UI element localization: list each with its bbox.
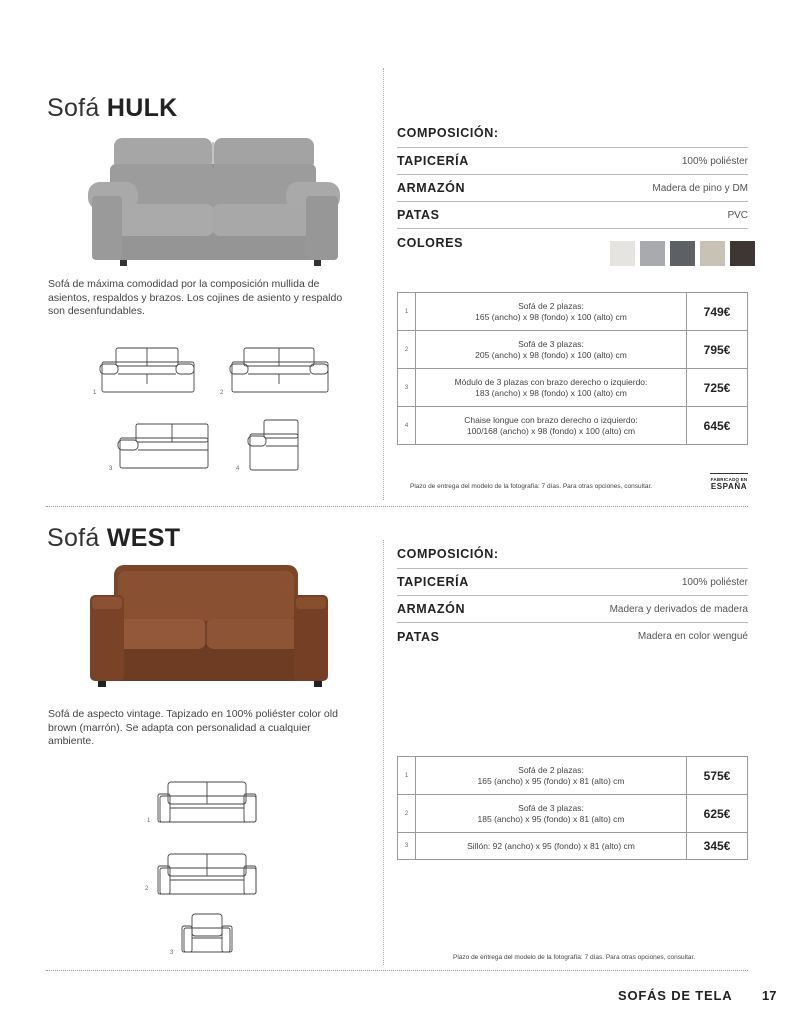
price-value: 725€ <box>703 380 731 395</box>
price-row-description <box>416 757 687 794</box>
composition-value: Madera de pino y DM <box>652 182 748 194</box>
price-row-number: 4 <box>398 407 416 444</box>
composition-key: PATAS <box>397 208 440 222</box>
west-title-bold: WEST <box>106 524 181 552</box>
west-diagram-number: 1 <box>147 818 151 824</box>
composition-key: TAPICERÍA <box>397 575 469 589</box>
price-row-description <box>416 369 687 406</box>
composition-key: COLORES <box>397 235 464 250</box>
price-desc-line: 183 (ancho) x 98 (fondo) x 100 (alto) cm <box>475 387 627 398</box>
price-desc-line: 165 (ancho) x 95 (fondo) x 81 (alto) cm <box>477 775 625 786</box>
west-composition-row <box>397 569 748 596</box>
west-title <box>47 524 180 553</box>
west-sofa-photo <box>88 563 328 687</box>
composition-key: TAPICERÍA <box>397 154 469 168</box>
price-row <box>398 331 747 369</box>
hulk-diagram-number: 1 <box>93 390 97 396</box>
price-value: 795€ <box>703 342 731 357</box>
hulk-composition-row <box>397 148 748 175</box>
hulk-description: Sofá de máxima comodidad por la composición mullida de asientos, respaldos y brazos. Los cojines de asiento y respaldo son desenfundables. <box>48 278 343 317</box>
composition-value: 100% poliéster <box>681 155 748 167</box>
hulk-composition <box>397 124 748 256</box>
hulk-diagrams <box>96 340 396 480</box>
color-swatch[interactable] <box>640 241 665 266</box>
hulk-diagram-number: 3 <box>109 466 113 472</box>
price-value: 345€ <box>703 839 731 853</box>
column-divider-bottom <box>383 540 384 965</box>
hulk-diagram-number: 2 <box>220 390 224 396</box>
composition-key: ARMAZÓN <box>397 181 466 195</box>
price-row <box>398 833 747 859</box>
price-row-description <box>416 833 687 859</box>
section-divider <box>46 506 748 507</box>
price-desc-line: Módulo de 3 plazas con brazo derecho o izquierdo: <box>454 376 648 387</box>
color-swatch[interactable] <box>610 241 635 266</box>
west-composition-heading: COMPOSICIÓN: <box>397 545 748 569</box>
west-diagram-number: 2 <box>145 886 149 892</box>
price-row-number: 3 <box>398 369 416 406</box>
footer-divider <box>46 970 748 971</box>
hulk-delivery-note: Plazo de entrega del modelo de la fotografía: 7 días. Para otras opciones, consultar. <box>410 483 653 490</box>
price-desc-line: Sillón: 92 (ancho) x 95 (fondo) x 81 (alto) cm <box>467 840 635 851</box>
west-composition <box>397 545 748 650</box>
price-row-number: 2 <box>398 795 416 832</box>
composition-value: PVC <box>727 209 748 221</box>
price-row <box>398 757 747 795</box>
price-row <box>398 407 747 444</box>
price-row <box>398 795 747 833</box>
hulk-composition-row <box>397 202 748 229</box>
page-number: 17 <box>762 988 777 1003</box>
west-delivery-note: Plazo de entrega del modelo de la fotografía: 7 días. Para otras opciones, consultar. <box>453 954 696 961</box>
west-title-light: Sofá <box>47 524 100 552</box>
composition-value: Madera en color wengué <box>637 631 748 642</box>
price-value: 749€ <box>703 304 731 319</box>
color-swatch[interactable] <box>730 241 755 266</box>
price-desc-line: 165 (ancho) x 98 (fondo) x 100 (alto) cm <box>475 311 627 322</box>
price-row-description <box>416 795 687 832</box>
hulk-price-table <box>397 292 748 445</box>
footer-section-title: SOFÁS DE TELA <box>618 988 733 1003</box>
hulk-title-light: Sofá <box>47 94 100 122</box>
price-row <box>398 293 747 331</box>
west-diagrams <box>150 778 270 958</box>
west-composition-row <box>397 596 748 623</box>
made-in-spain-badge <box>710 473 748 491</box>
price-row <box>398 369 747 407</box>
made-in-label: FABRICADO EN <box>710 477 748 482</box>
price-desc-line: 205 (ancho) x 98 (fondo) x 100 (alto) cm <box>475 349 627 360</box>
hulk-composition-heading: COMPOSICIÓN: <box>397 124 748 148</box>
west-description: Sofá de aspecto vintage. Tapizado en 100% poliéster color old brown (marrón). Se adapta con personalidad a cualquier ambiente. <box>48 708 338 747</box>
price-desc-line: Sofá de 3 plazas: <box>518 802 584 813</box>
composition-key: ARMAZÓN <box>397 602 466 616</box>
color-swatch[interactable] <box>700 241 725 266</box>
west-price-table <box>397 756 748 860</box>
price-row-number: 2 <box>398 331 416 368</box>
price-desc-line: Chaise longue con brazo derecho o izquierdo: <box>464 414 638 425</box>
price-desc-line: Sofá de 3 plazas: <box>518 338 584 349</box>
made-in-country: ESPAÑA <box>710 482 748 491</box>
price-row-number: 1 <box>398 293 416 330</box>
price-row-description <box>416 293 687 330</box>
price-row-number: 3 <box>398 833 416 859</box>
price-row-description <box>416 331 687 368</box>
price-value: 575€ <box>703 768 731 783</box>
west-composition-row <box>397 623 748 650</box>
price-value: 645€ <box>703 418 731 433</box>
price-row-number: 1 <box>398 757 416 794</box>
hulk-title <box>47 94 178 123</box>
composition-value: 100% poliéster <box>681 576 748 588</box>
composition-value: Madera y derivados de madera <box>609 603 748 615</box>
price-row-description <box>416 407 687 444</box>
west-diagram-number: 3 <box>170 950 174 956</box>
hulk-diagram-number: 4 <box>236 466 240 472</box>
composition-key: PATAS <box>397 629 440 644</box>
price-desc-line: 185 (ancho) x 95 (fondo) x 81 (alto) cm <box>477 813 625 824</box>
hulk-title-bold: HULK <box>106 94 178 122</box>
color-swatch[interactable] <box>670 241 695 266</box>
hulk-color-swatches <box>610 241 755 266</box>
price-value: 625€ <box>703 806 731 821</box>
price-desc-line: 100/168 (ancho) x 98 (fondo) x 100 (alto) cm <box>466 425 636 436</box>
price-desc-line: Sofá de 2 plazas: <box>518 300 584 311</box>
price-desc-line: Sofá de 2 plazas: <box>518 764 584 775</box>
hulk-composition-row <box>397 175 748 202</box>
hulk-sofa-photo <box>86 134 342 266</box>
